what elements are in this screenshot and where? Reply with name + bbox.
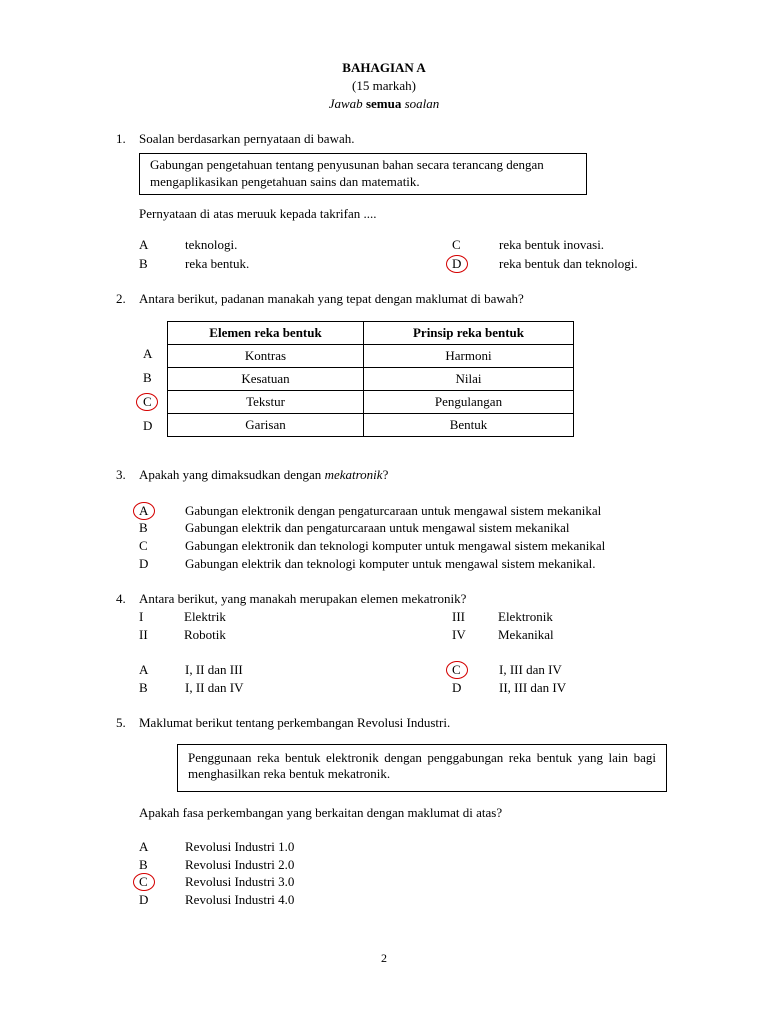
q3-option-b-text[interactable]: Gabungan elektrik dan pengaturcaraan untuk mengawal sistem mekanikal — [185, 520, 570, 535]
q5-option-d-letter[interactable]: D — [139, 892, 149, 907]
q1-prompt: Pernyataan di atas meruuk kepada takrifan .... — [139, 206, 377, 221]
table-row — [168, 368, 574, 391]
table-row — [168, 345, 574, 368]
q4-item-iv-roman: IV — [452, 627, 466, 642]
instruction-pre: Jawab — [328, 96, 363, 111]
q3-answer-circle — [133, 502, 155, 520]
q4-item-i-text: Elektrik — [184, 609, 226, 624]
q2-number: 2. — [116, 291, 126, 306]
q5-option-b-text[interactable]: Revolusi Industri 2.0 — [185, 857, 295, 872]
q1-statement-box — [139, 153, 587, 195]
q3-number: 3. — [116, 467, 126, 482]
section-title: BAHAGIAN A — [342, 60, 426, 75]
q5-info-box: Penggunaan reka bentuk elektronik dengan penggabungan reka bentuk yang lain bagi menghasilkan reka bentuk mekatronik. — [177, 744, 667, 792]
q1-option-b-letter[interactable]: B — [139, 256, 148, 271]
q3-stem-italic: mekatronik — [324, 467, 383, 482]
q3-option-d-text[interactable]: Gabungan elektrik dan teknologi komputer untuk mengawal sistem mekanikal. — [185, 556, 596, 571]
table-cell-prinsip: Pengulangan — [364, 391, 574, 414]
q2-row-d-letter[interactable]: D — [143, 418, 153, 433]
q1-option-a-text[interactable]: teknologi. — [185, 237, 238, 252]
table-header-prinsip: Prinsip reka bentuk — [364, 322, 574, 345]
q3-option-d-letter[interactable]: D — [139, 556, 149, 571]
table-row — [168, 414, 574, 437]
q3-option-c-text[interactable]: Gabungan elektronik dan teknologi komputer untuk mengawal sistem mekanikal — [185, 538, 606, 553]
q2-matching-table — [167, 321, 574, 437]
q5-option-d-text[interactable]: Revolusi Industri 4.0 — [185, 892, 295, 907]
q4-option-a-text[interactable]: I, II dan III — [185, 662, 243, 677]
q3-option-a-text[interactable]: Gabungan elektronik dengan pengaturcaraan untuk mengawal sistem mekanikal — [185, 503, 602, 518]
section-instruction — [0, 95, 768, 113]
q4-option-c-letter[interactable]: C — [452, 662, 461, 677]
q5-option-c-text[interactable]: Revolusi Industri 3.0 — [185, 874, 295, 889]
q4-option-d-text[interactable]: II, III dan IV — [499, 680, 567, 695]
q3-stem-post: ? — [382, 467, 389, 482]
q2-row-a-letter[interactable]: A — [143, 346, 153, 361]
q1-option-c-letter[interactable]: C — [452, 237, 461, 252]
q1-option-d-letter[interactable]: D — [452, 256, 462, 271]
q1-option-d-text[interactable]: reka bentuk dan teknologi. — [499, 256, 638, 271]
table-cell-prinsip: Nilai — [364, 368, 574, 391]
q1-box-line1: Gabungan pengetahuan tentang penyusunan bahan secara terancang dengan — [150, 157, 544, 172]
table-header-elemen: Elemen reka bentuk — [168, 322, 364, 345]
page-number: 2 — [381, 951, 387, 965]
q4-answer-circle — [446, 661, 468, 679]
q1-stem: Soalan berdasarkan pernyataan di bawah. — [139, 131, 355, 146]
q2-stem: Antara berikut, padanan manakah yang tepat dengan maklumat di bawah? — [139, 291, 524, 306]
q5-option-c-letter[interactable]: C — [139, 874, 148, 889]
q4-number: 4. — [116, 591, 126, 606]
q1-option-a-letter[interactable]: A — [139, 237, 149, 252]
table-cell-elemen: Kesatuan — [168, 368, 364, 391]
q5-option-a-text[interactable]: Revolusi Industri 1.0 — [185, 839, 295, 854]
table-cell-prinsip: Harmoni — [364, 345, 574, 368]
q1-answer-circle — [446, 255, 468, 273]
q3-stem — [139, 466, 388, 484]
instruction-post: soalan — [404, 96, 440, 111]
q5-number: 5. — [116, 715, 126, 730]
q1-number: 1. — [116, 131, 126, 146]
q4-option-b-text[interactable]: I, II dan IV — [185, 680, 244, 695]
q4-item-ii-roman: II — [139, 627, 148, 642]
table-cell-prinsip: Bentuk — [364, 414, 574, 437]
q5-stem: Maklumat berikut tentang perkembangan Revolusi Industri. — [139, 715, 451, 730]
table-cell-elemen: Tekstur — [168, 391, 364, 414]
table-row — [168, 391, 574, 414]
q2-answer-circle — [136, 393, 158, 411]
q5-prompt: Apakah fasa perkembangan yang berkaitan dengan maklumat di atas? — [139, 805, 503, 820]
q4-item-iii-text: Elektronik — [498, 609, 553, 624]
instruction-bold: semua — [365, 96, 402, 111]
q4-item-iii-roman: III — [452, 609, 465, 624]
q4-item-iv-text: Mekanikal — [498, 627, 554, 642]
q2-row-b-letter[interactable]: B — [143, 370, 152, 385]
q1-option-b-text[interactable]: reka bentuk. — [185, 256, 250, 271]
q3-option-a-letter[interactable]: A — [139, 503, 149, 518]
table-cell-elemen: Kontras — [168, 345, 364, 368]
q3-stem-pre: Apakah yang dimaksudkan dengan — [139, 467, 322, 482]
table-cell-elemen: Garisan — [168, 414, 364, 437]
q1-option-c-text[interactable]: reka bentuk inovasi. — [499, 237, 605, 252]
q2-row-c-letter[interactable]: C — [143, 394, 152, 409]
q5-option-a-letter[interactable]: A — [139, 839, 149, 854]
q4-item-i-roman: I — [139, 609, 144, 624]
q4-option-a-letter[interactable]: A — [139, 662, 149, 677]
q4-option-c-text[interactable]: I, III dan IV — [499, 662, 562, 677]
section-marks: (15 markah) — [352, 78, 416, 93]
q4-option-d-letter[interactable]: D — [452, 680, 462, 695]
q4-stem: Antara berikut, yang manakah merupakan elemen mekatronik? — [139, 591, 467, 606]
q3-option-c-letter[interactable]: C — [139, 538, 148, 553]
q1-box-line2: mengaplikasikan pengetahuan sains dan matematik. — [150, 174, 420, 189]
q5-option-b-letter[interactable]: B — [139, 857, 148, 872]
q4-item-ii-text: Robotik — [184, 627, 226, 642]
q4-option-b-letter[interactable]: B — [139, 680, 148, 695]
q5-answer-circle — [133, 873, 155, 891]
table-header-row — [168, 322, 574, 345]
q3-option-b-letter[interactable]: B — [139, 520, 148, 535]
